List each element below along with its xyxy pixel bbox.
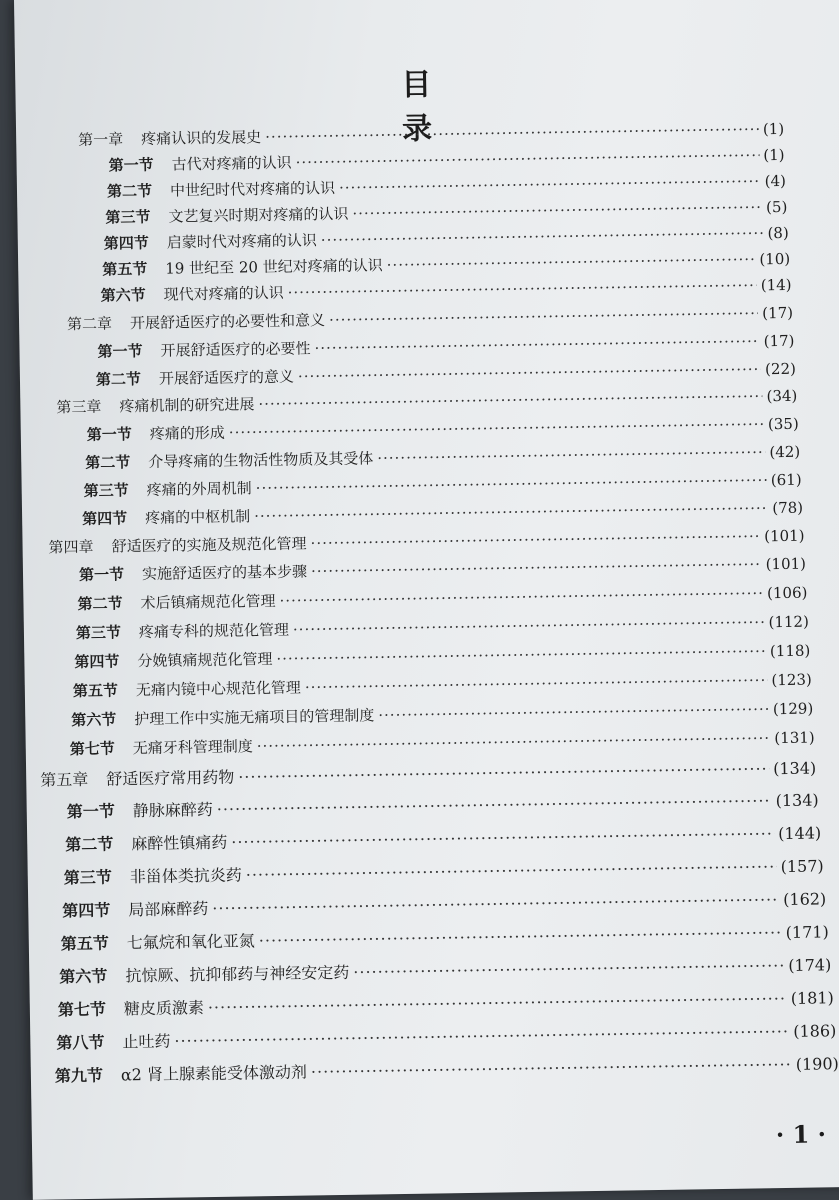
toc-entry-title: 疼痛机制的研究进展 xyxy=(119,395,255,416)
toc-entry-title: 启蒙时代对疼痛的认识 xyxy=(166,231,317,252)
toc-label: 第六节 xyxy=(59,966,108,987)
toc-page-number: (1) xyxy=(763,145,785,165)
toc-entry-title: 介导疼痛的生物活性物质及其受体 xyxy=(148,449,374,471)
toc-entry-title: 七氟烷和氧化亚氮 xyxy=(126,931,255,953)
dot-leader xyxy=(311,555,762,580)
toc-entry-title: 19 世纪至 20 世纪对疼痛的认识 xyxy=(165,256,383,278)
toc-page-number: (162) xyxy=(783,889,827,910)
dot-leader xyxy=(293,613,765,638)
toc-entry-title: 无痛内镜中心规范化管理 xyxy=(135,678,302,700)
toc-page-number: (14) xyxy=(760,275,792,295)
dot-leader xyxy=(298,360,761,385)
toc-page-number: (118) xyxy=(769,641,811,661)
toc-page-number: (101) xyxy=(764,526,805,546)
dot-leader xyxy=(276,642,766,668)
dot-leader xyxy=(212,890,779,918)
toc-label: 第五章 xyxy=(40,769,89,790)
dot-leader xyxy=(265,120,759,146)
toc-section-row xyxy=(85,441,800,473)
toc-page-number: (171) xyxy=(785,922,829,942)
toc-label: 第四节 xyxy=(74,652,120,672)
toc-label: 第七节 xyxy=(69,739,115,759)
dot-leader xyxy=(321,224,764,249)
toc-page-number: (101) xyxy=(765,554,807,574)
toc-section-row xyxy=(70,727,815,760)
toc-label: 第一节 xyxy=(78,565,125,585)
toc-entry-title: 古代对疼痛的认识 xyxy=(171,153,292,174)
toc-section-row xyxy=(87,413,799,445)
dot-leader xyxy=(246,857,777,884)
dot-leader xyxy=(231,824,774,852)
toc-entry-title: 舒适医疗的实施及规范化管理 xyxy=(111,534,307,556)
toc-label: 第一章 xyxy=(78,130,124,150)
toc-entry-title: 无痛牙科管理制度 xyxy=(132,737,253,758)
toc-label: 第三章 xyxy=(56,397,102,417)
toc-section-row xyxy=(71,698,813,731)
toc-label: 第八节 xyxy=(56,1032,105,1053)
toc-section-row xyxy=(79,553,806,585)
toc-page-number: (17) xyxy=(763,331,795,351)
dot-leader xyxy=(258,387,762,413)
toc-page-number: (123) xyxy=(771,670,812,690)
toc-section-row xyxy=(58,985,834,1020)
toc-entry-title: 疼痛认识的发展史 xyxy=(141,128,262,149)
dot-leader xyxy=(174,1022,789,1051)
toc-section-row xyxy=(59,952,831,987)
dot-leader xyxy=(329,304,758,329)
toc-entry-title: 局部麻醉药 xyxy=(128,899,209,920)
toc-label: 第三节 xyxy=(83,481,129,500)
toc-entry-title: 术后镇痛规范化管理 xyxy=(140,591,276,613)
toc-entry-title: 护理工作中实施无痛项目的管理制度 xyxy=(134,706,375,729)
toc-chapter-row xyxy=(56,385,797,418)
toc-label: 第五节 xyxy=(102,259,148,279)
toc-entry-title: 止吐药 xyxy=(122,1031,171,1052)
book-page xyxy=(14,0,839,1200)
toc-entry-title: 疼痛专科的规范化管理 xyxy=(138,620,290,642)
dot-leader xyxy=(259,923,782,950)
toc-page-number: (131) xyxy=(774,728,815,748)
dot-leader xyxy=(378,700,769,724)
dot-leader xyxy=(387,250,756,274)
toc-label: 第二节 xyxy=(95,370,142,389)
toc-page-number: (186) xyxy=(793,1021,837,1041)
toc-page-number: (134) xyxy=(775,790,819,811)
toc-label: 第五节 xyxy=(72,681,119,701)
toc-section-row xyxy=(55,1051,839,1086)
toc-page-number: (10) xyxy=(759,249,791,269)
dot-leader xyxy=(256,471,767,497)
toc-entry-title: 开展舒适医疗的必要性 xyxy=(160,339,311,360)
toc-section-row xyxy=(82,497,803,529)
toc-label: 第二节 xyxy=(85,453,131,472)
toc-label: 第一节 xyxy=(97,342,143,361)
toc-label: 第六节 xyxy=(100,285,146,305)
toc-section-row xyxy=(56,1018,836,1053)
toc-page-number: (134) xyxy=(772,758,817,779)
page-number: · 1 · xyxy=(775,1119,827,1150)
toc-label: 第四节 xyxy=(62,900,111,921)
toc-label: 第一节 xyxy=(86,425,132,444)
toc-label: 第四章 xyxy=(48,537,94,557)
dot-leader xyxy=(339,172,761,197)
toc-label: 第七节 xyxy=(57,999,107,1020)
toc-entry-title: 开展舒适医疗的必要性和意义 xyxy=(129,311,326,333)
dot-leader xyxy=(217,791,772,819)
toc-entry-title: 分娩镇痛规范化管理 xyxy=(137,650,273,671)
dot-leader xyxy=(254,499,768,525)
toc-label: 第三节 xyxy=(63,867,112,888)
toc-entry-title: 疼痛的形成 xyxy=(149,423,225,443)
toc-page-number: (4) xyxy=(764,171,787,191)
dot-leader xyxy=(238,759,769,786)
toc-section-row xyxy=(96,358,796,390)
toc-page-number: (61) xyxy=(770,470,802,490)
toc-entry-title: 静脉麻醉药 xyxy=(132,799,213,821)
toc-page-number: (17) xyxy=(762,303,794,323)
toc-entry-title: α2 肾上腺素能受体激动剂 xyxy=(120,1062,308,1085)
toc-chapter-row xyxy=(67,302,793,334)
toc-entry-title: 现代对疼痛的认识 xyxy=(163,283,284,304)
toc-page-number: (78) xyxy=(772,498,804,518)
toc-label: 第六节 xyxy=(71,710,117,730)
toc-page-number: (157) xyxy=(780,856,824,877)
toc-page-number: (174) xyxy=(788,955,832,975)
dot-leader xyxy=(288,276,757,301)
toc-section-row xyxy=(62,886,826,921)
toc-section-row xyxy=(73,669,812,702)
toc-entry-title: 糖皮质激素 xyxy=(123,998,205,1019)
toc-page-number: (129) xyxy=(772,699,814,719)
toc-section-row xyxy=(67,787,819,822)
toc-page-number: (34) xyxy=(766,386,798,406)
toc-entry-title: 非甾体类抗炎药 xyxy=(129,865,242,887)
toc-label: 第四节 xyxy=(82,509,128,528)
dot-leader xyxy=(377,443,765,467)
toc-label: 第九节 xyxy=(54,1065,104,1086)
dot-leader xyxy=(310,527,760,552)
toc-label: 第二节 xyxy=(77,594,123,614)
toc-section-row xyxy=(74,640,810,673)
toc-label: 第五节 xyxy=(60,933,109,954)
toc-section-row xyxy=(65,820,821,855)
toc-entry-title: 舒适医疗常用药物 xyxy=(106,767,235,789)
toc-page-number: (190) xyxy=(795,1054,839,1074)
toc-entry-title: 开展舒适医疗的意义 xyxy=(158,367,295,388)
toc-section-row xyxy=(77,582,807,614)
dot-leader xyxy=(314,332,759,357)
toc-page-number: (112) xyxy=(768,612,810,632)
toc-page-number: (1) xyxy=(762,119,785,139)
dot-leader xyxy=(229,415,764,441)
dot-leader xyxy=(208,989,787,1017)
toc-section-row xyxy=(97,330,794,362)
toc-label: 第四节 xyxy=(103,233,149,253)
toc-page-number: (22) xyxy=(764,359,797,379)
toc-section-row xyxy=(84,469,802,501)
toc-section-row xyxy=(100,274,791,306)
toc-label: 第三节 xyxy=(75,623,122,643)
toc-section-row xyxy=(76,611,809,644)
toc-page-number: (144) xyxy=(778,823,822,844)
toc-page-number: (8) xyxy=(767,223,789,243)
toc-entry-title: 文艺复兴时期对疼痛的认识 xyxy=(168,204,349,226)
dot-leader xyxy=(353,956,784,982)
dot-leader xyxy=(295,146,759,171)
toc-section-row xyxy=(61,919,829,954)
page-title: 目 录 xyxy=(401,66,475,147)
toc-label: 第二节 xyxy=(106,181,153,201)
dot-leader xyxy=(257,729,771,755)
toc-entry-title: 实施舒适医疗的基本步骤 xyxy=(141,562,308,584)
toc-label: 第二节 xyxy=(65,834,114,855)
toc-entry-title: 抗惊厥、抗抑郁药与神经安定药 xyxy=(125,962,350,986)
dot-leader xyxy=(279,584,763,610)
toc-label: 第一节 xyxy=(66,801,115,822)
toc-chapter-row xyxy=(48,525,804,558)
dot-leader xyxy=(305,671,768,696)
toc-entry-title: 麻醉性镇痛药 xyxy=(131,832,228,854)
toc-page-number: (106) xyxy=(766,583,808,603)
toc-label: 第一节 xyxy=(108,155,154,175)
toc-page-number: (42) xyxy=(769,442,801,462)
toc-entry-title: 疼痛的外周机制 xyxy=(146,479,252,499)
toc-label: 第三节 xyxy=(105,207,151,227)
toc-page-number: (181) xyxy=(790,988,834,1008)
dot-leader xyxy=(352,198,762,222)
toc-chapter-row xyxy=(40,755,816,790)
toc-page-number: (35) xyxy=(767,414,799,434)
toc-page-number: (5) xyxy=(765,197,788,217)
toc-section-row xyxy=(64,853,824,888)
toc-entry-title: 中世纪时代对疼痛的认识 xyxy=(169,178,336,200)
toc-label: 第二章 xyxy=(66,314,113,334)
toc-entry-title: 疼痛的中枢机制 xyxy=(145,507,251,528)
dot-leader xyxy=(311,1055,792,1082)
